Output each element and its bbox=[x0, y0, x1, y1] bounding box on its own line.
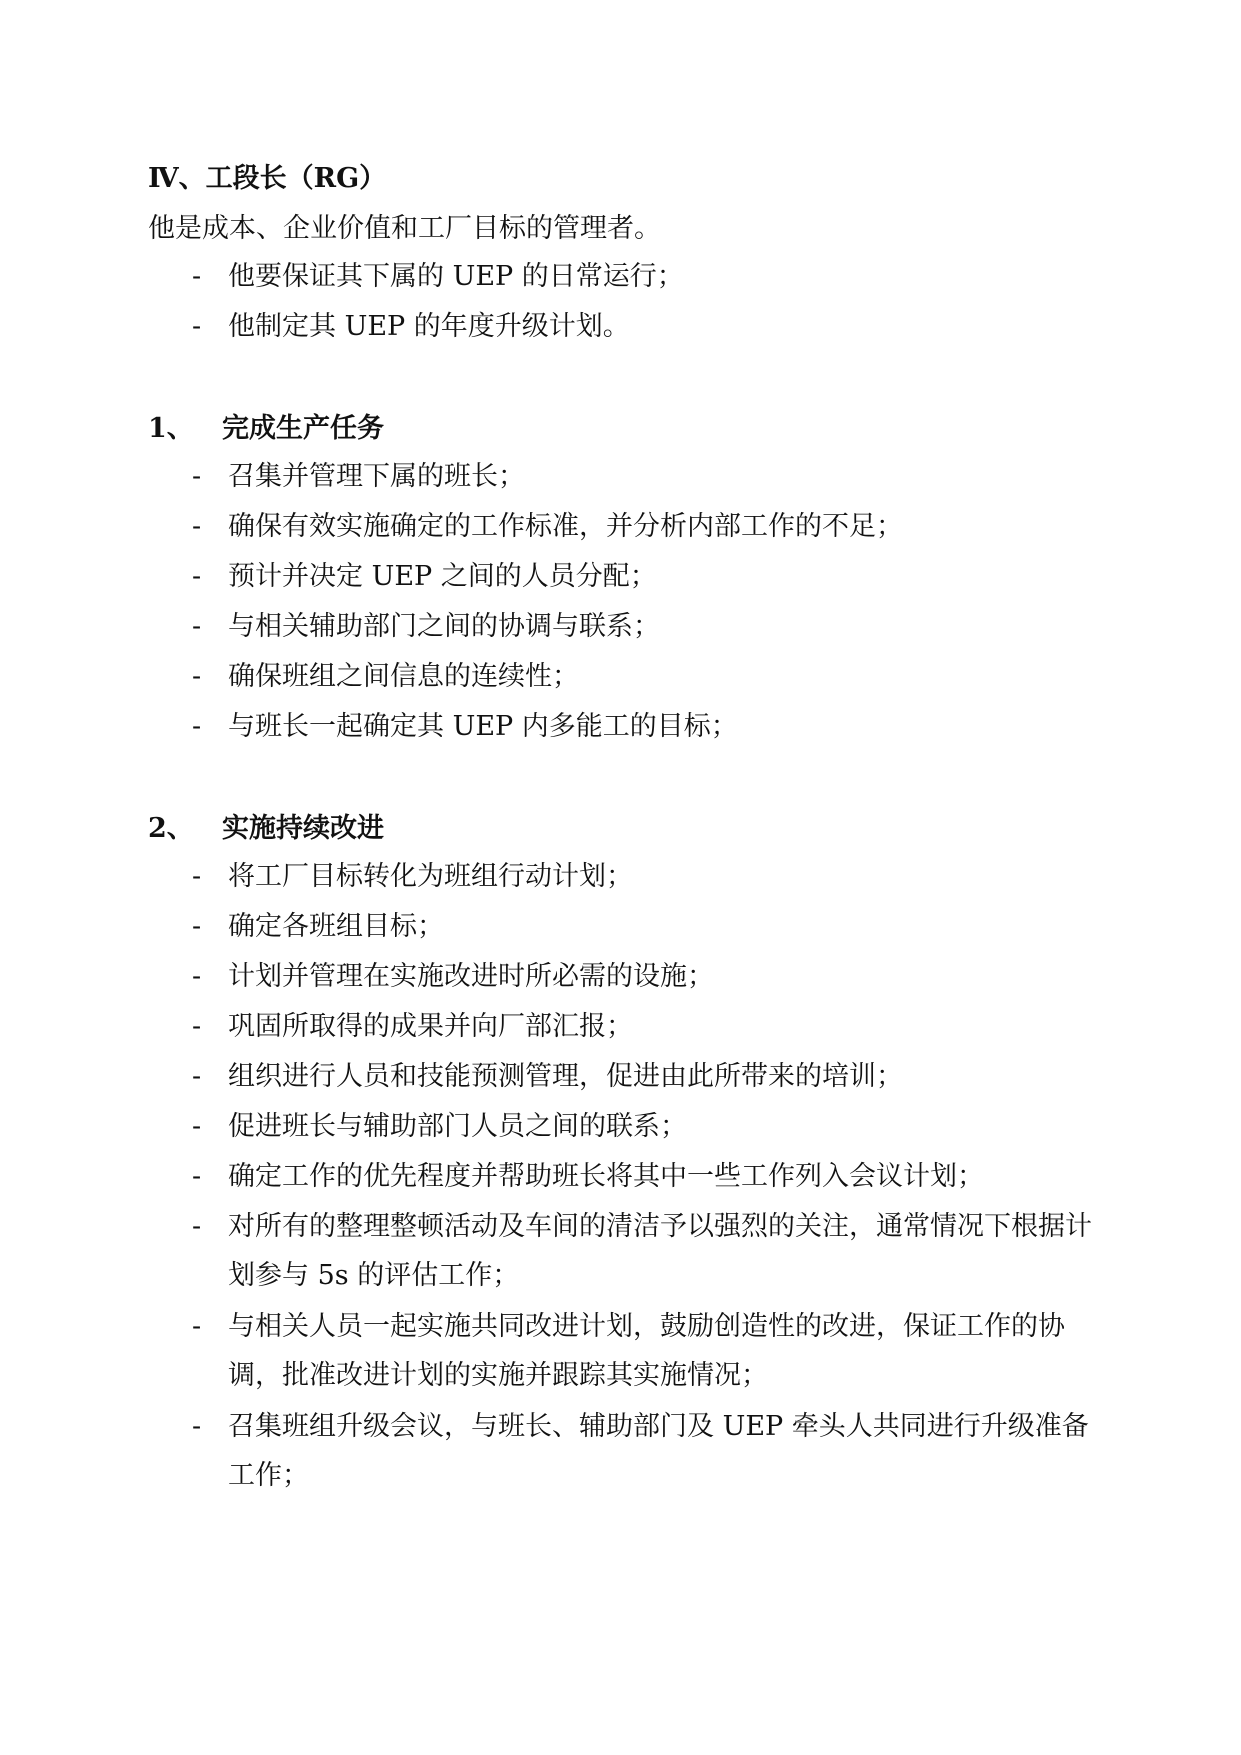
bullet-dash: - bbox=[192, 1161, 202, 1192]
list-item-text: 与相关人员一起实施共同改进计划，鼓励创造性的改进，保证工作的协调，批准改进计划的实施并跟踪其实施情况； bbox=[228, 1311, 1065, 1391]
bullet-dash: - bbox=[192, 661, 202, 692]
section-title: 实施持续改进 bbox=[222, 813, 384, 844]
list-item-text: 预计并决定 UEP 之间的人员分配； bbox=[228, 561, 657, 592]
list-item-text: 召集班组升级会议，与班长、辅助部门及 UEP 牵头人共同进行升级准备工作； bbox=[228, 1411, 1089, 1491]
bullet-dash: - bbox=[192, 261, 202, 292]
list-item-text: 召集并管理下属的班长； bbox=[228, 461, 525, 492]
bullet-dash: - bbox=[192, 1211, 202, 1242]
bullet-dash: - bbox=[192, 961, 202, 992]
section-heading bbox=[148, 412, 384, 446]
bullet-dash: - bbox=[192, 911, 202, 942]
bullet-dash: - bbox=[192, 511, 202, 542]
list-item-text: 对所有的整理整顿活动及车间的清洁予以强烈的关注，通常情况下根据计划参与 5s 的评估工作； bbox=[228, 1211, 1092, 1291]
intro-paragraph: 他是成本、企业价值和工厂目标的管理者。 bbox=[148, 213, 661, 244]
bullet-dash: - bbox=[192, 311, 202, 342]
list-item-text: 确保班组之间信息的连续性； bbox=[228, 661, 579, 692]
page-title: Ⅳ、工段长（RG） bbox=[148, 163, 387, 194]
list-item-text: 将工厂目标转化为班组行动计划； bbox=[228, 861, 633, 892]
list-item-text: 他要保证其下属的 UEP 的日常运行； bbox=[228, 261, 684, 292]
list-item-text: 与班长一起确定其 UEP 内多能工的目标； bbox=[228, 711, 738, 742]
list-item-text: 确定工作的优先程度并帮助班长将其中一些工作列入会议计划； bbox=[228, 1161, 984, 1192]
section-title: 完成生产任务 bbox=[222, 413, 384, 444]
bullet-dash: - bbox=[192, 461, 202, 492]
bullet-dash: - bbox=[192, 1311, 202, 1342]
bullet-dash: - bbox=[192, 1011, 202, 1042]
bullet-dash: - bbox=[192, 1411, 202, 1442]
bullet-dash: - bbox=[192, 1111, 202, 1142]
list-item-text: 组织进行人员和技能预测管理，促进由此所带来的培训； bbox=[228, 1061, 903, 1092]
list-item-text: 他制定其 UEP 的年度升级计划。 bbox=[228, 311, 630, 342]
list-item-text: 与相关辅助部门之间的协调与联系； bbox=[228, 611, 660, 642]
bullet-dash: - bbox=[192, 561, 202, 592]
section-number: 1、 bbox=[148, 413, 194, 444]
list-item-text: 促进班长与辅助部门人员之间的联系； bbox=[228, 1111, 687, 1142]
bullet-dash: - bbox=[192, 711, 202, 742]
section-heading bbox=[148, 812, 384, 846]
list-item-text: 计划并管理在实施改进时所必需的设施； bbox=[228, 961, 714, 992]
bullet-dash: - bbox=[192, 861, 202, 892]
list-item-text: 确定各班组目标； bbox=[228, 911, 444, 942]
list-item-text: 确保有效实施确定的工作标准，并分析内部工作的不足； bbox=[228, 511, 903, 542]
list-item-text: 巩固所取得的成果并向厂部汇报； bbox=[228, 1011, 633, 1042]
bullet-dash: - bbox=[192, 611, 202, 642]
bullet-dash: - bbox=[192, 1061, 202, 1092]
section-number: 2、 bbox=[148, 813, 194, 844]
